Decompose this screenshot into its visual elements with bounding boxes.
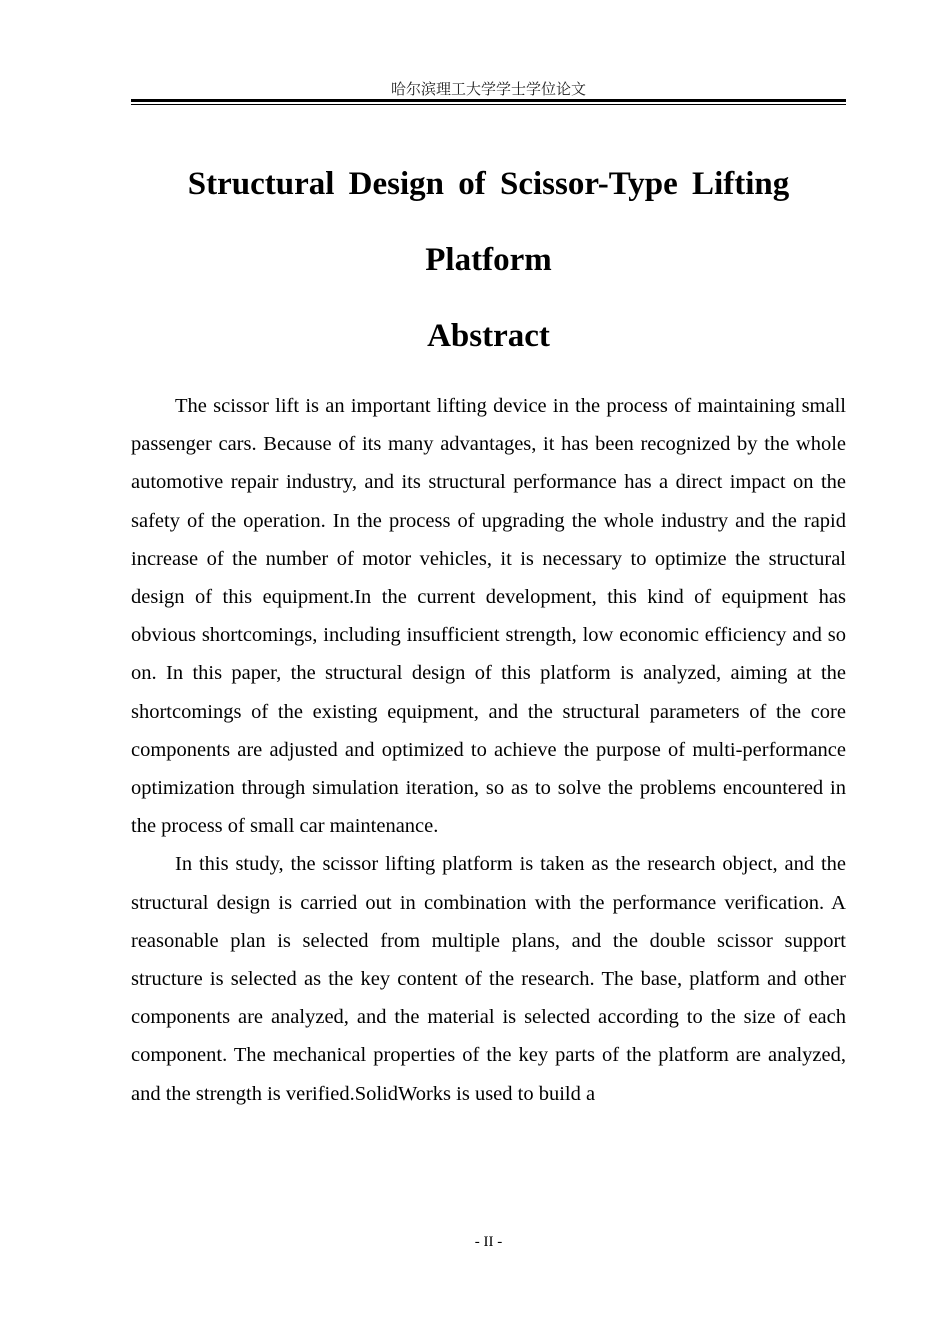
abstract-heading: Abstract <box>427 318 550 354</box>
abstract-paragraph-1: The scissor lift is an important lifting device in the process of maintaining small passenger cars. Because of its many advantages, it has been recognized by the whole automotive repair industry, and its structural performance has a direct impact on the safety of the operation. In the process of upgrading the whole industry and the rapid increase of the number of motor vehicles, it is necessary to optimize the structural design of this equipment.In the current development, this kind of equipment has obvious shortcomings, including insufficient strength, low economic efficiency and so on. In this paper, the structural design of this platform is analyzed, aiming at the shortcomings of the existing equipment, and the structural parameters of the core components are adjusted and optimized to achieve the purpose of multi-performance optimization through simulation iteration, so as to solve the problems encountered in the process of small car maintenance. <box>131 395 846 838</box>
running-header: 哈尔滨理工大学学士学位论文 <box>390 80 586 98</box>
header-rule-thick <box>131 99 846 102</box>
page-number: - II - <box>474 1234 503 1250</box>
header-rule-thin <box>131 104 846 105</box>
paper-title: Structural Design of Scissor-Type Lifting Platform <box>187 166 790 278</box>
abstract-paragraph-2: In this study, the scissor lifting platform is taken as the research object, and the structural design is carried out in combination with the performance verification. A reasonable plan is selected from multiple plans, and the double scissor support structure is selected as the key content of the research. The base, platform and other components are analyzed, and the material is selected according to the size of each component. The mechanical properties of the key parts of the platform are analyzed, and the strength is verified.SolidWorks is used to build a <box>131 853 846 1105</box>
abstract-body <box>131 387 846 1113</box>
